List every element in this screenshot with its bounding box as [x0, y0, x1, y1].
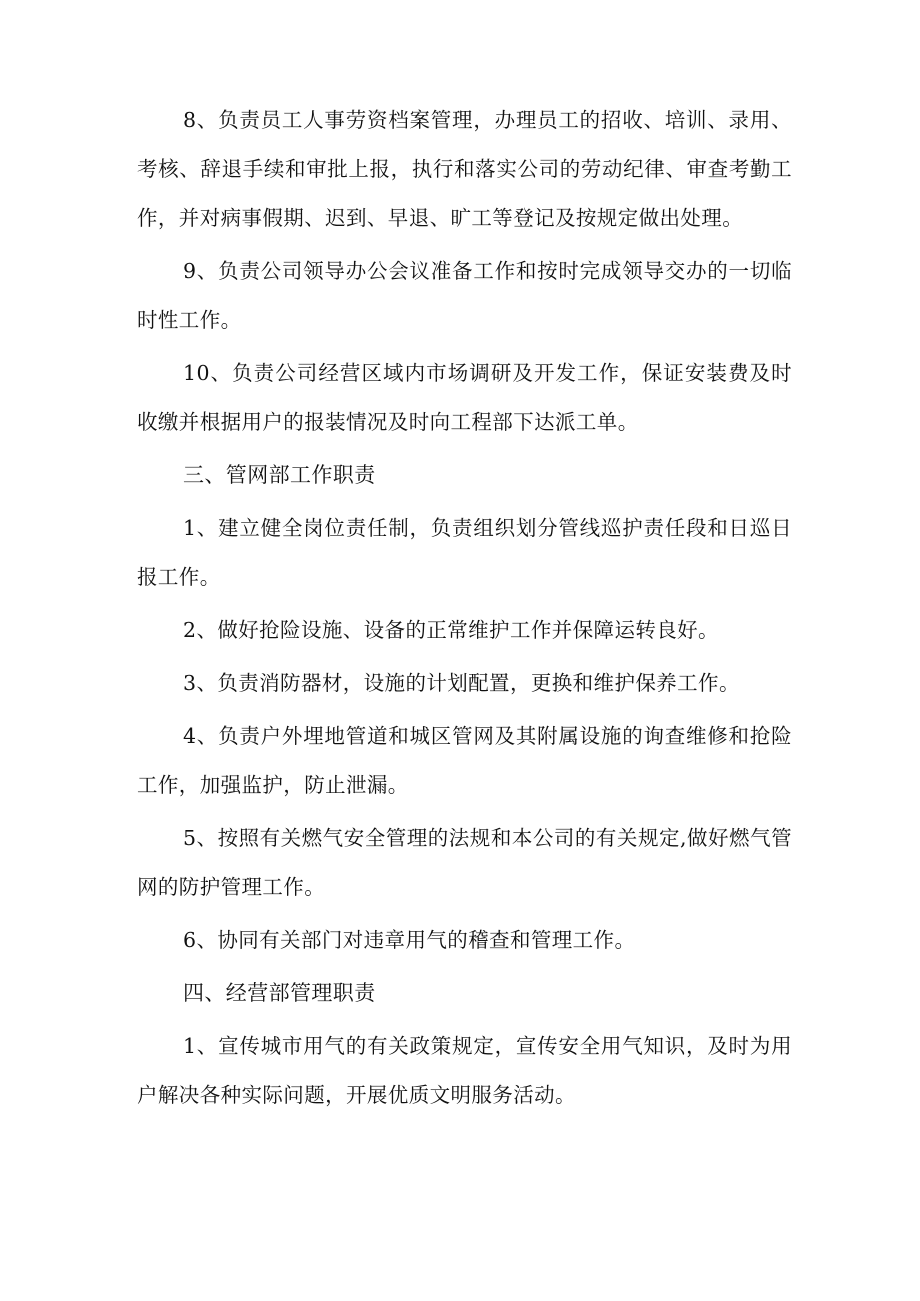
section-heading-business-dept: 四、经营部管理职责	[183, 981, 376, 1005]
paragraph-business-1: 1、宣传城市用气的有关政策规定，宣传安全用气知识，及时为用户解决各种实际问题，开展优质文明服务活动。	[137, 1034, 792, 1107]
paragraph-item-9: 9、负责公司领导办公会议准备工作和按时完成领导交办的一切临时性工作。	[137, 259, 792, 332]
section-heading-pipeline-dept: 三、管网部工作职责	[183, 463, 376, 487]
paragraph-pipeline-4: 4、负责户外埋地管道和城区管网及其附属设施的询查维修和抢险工作，加强监护，防止泄漏。	[137, 724, 792, 797]
paragraph-pipeline-1: 1、建立健全岗位责任制，负责组织划分管线巡护责任段和日巡日报工作。	[137, 516, 792, 589]
paragraph-item-10: 10、负责公司经营区域内市场调研及开发工作，保证安装费及时收缴并根据用户的报装情况及时向工程部下达派工单。	[137, 361, 792, 434]
document-body	[137, 96, 792, 1124]
paragraph-pipeline-6: 6、协同有关部门对违章用气的稽查和管理工作。	[183, 928, 636, 952]
paragraph-pipeline-2: 2、做好抢险设施、设备的正常维护工作并保障运转良好。	[183, 618, 719, 642]
paragraph-item-8: 8、负责员工人事劳资档案管理，办理员工的招收、培训、录用、考核、辞退手续和审批上报，执行和落实公司的劳动纪律、审查考勤工作，并对病事假期、迟到、早退、旷工等登记及按规定做出处理。	[137, 108, 792, 230]
paragraph-pipeline-5: 5、按照有关燃气安全管理的法规和本公司的有关规定,做好燃气管网的防护管理工作。	[137, 826, 792, 899]
paragraph-pipeline-3: 3、负责消防器材，设施的计划配置，更换和维护保养工作。	[183, 671, 740, 695]
